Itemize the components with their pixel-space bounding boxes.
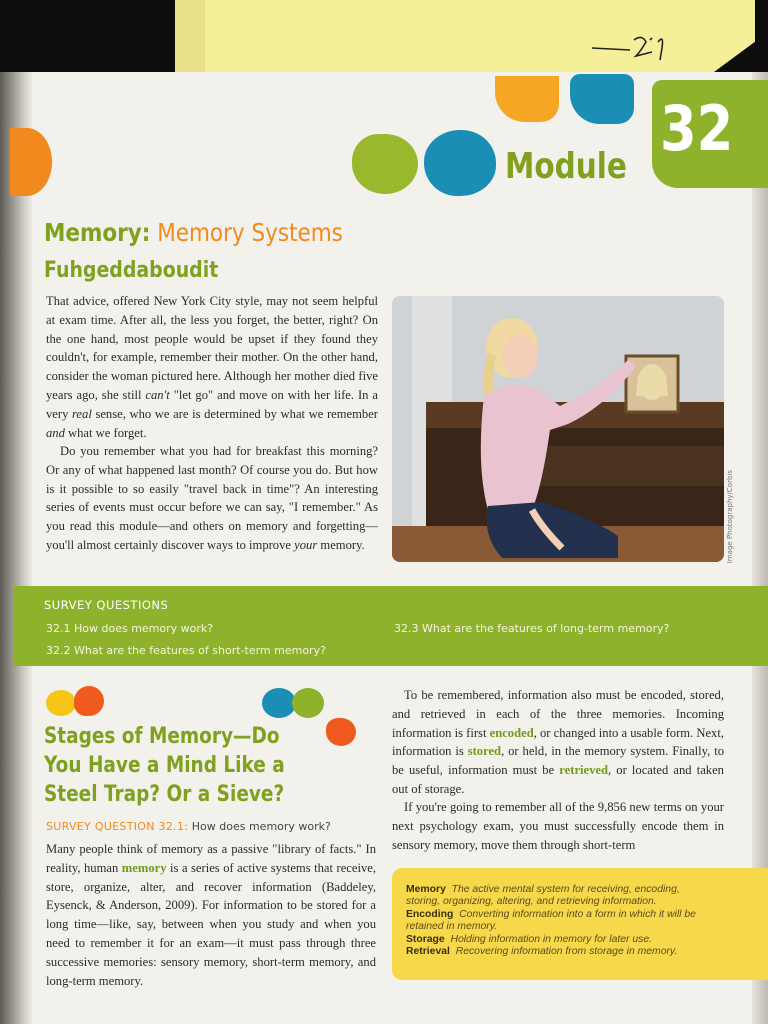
- glossary-entry: Encoding Converting information into a form in which it will be retained in memory.: [406, 908, 696, 933]
- green-blob-decoration: [292, 688, 324, 718]
- photo-illustration: [392, 296, 724, 562]
- photo-credit: Image Photography/Corbis: [726, 470, 734, 564]
- teal-blob-decoration: [262, 688, 296, 718]
- green-blob-decoration: [352, 134, 418, 194]
- intro-paragraph-2: Do you remember what you had for breakfast this morning? Or any of what happened last month? Of course you do. But how is it possible to so easily "travel back in time"? An interesting series of events must occur before we can say, "I remember." As you read this module—and others on memory and forgetting—you'll almost certainly discover ways to improve your memory.: [46, 444, 378, 552]
- stages-paragraph: Many people think of memory as a passive "library of facts." In reality, human memory is a series of active systems that receive, store, organize, alter, and recover information (Baddeley, Eysenck, & Anderson, 2009). For information to be stored for a long time—like, say, between when you study and when you need to remember it for an exam—it must pass through three successive memories: sensory memory, short-term memory, and long-term memory.: [46, 842, 377, 988]
- chapter-title: [44, 218, 343, 247]
- glossary-entry: Memory The active mental system for receiving, encoding, storing, organizing, altering, and retrieving information.: [406, 884, 680, 908]
- module-number: 32: [660, 92, 734, 165]
- glossary-entry: Retrieval Recovering information from storage in memory.: [406, 946, 678, 958]
- woman-with-photo-image: [392, 296, 724, 562]
- survey-question-1: 32.1 How does memory work?: [46, 622, 214, 635]
- survey-question-label: [46, 820, 331, 833]
- teal-blob-decoration: [424, 130, 496, 196]
- sticky-note-edge: [175, 0, 205, 76]
- stages-heading: Stages of Memory—Do You Have a Mind Like a Steel Trap? Or a Sieve?: [44, 724, 285, 807]
- chapter-title-main: Memory:: [44, 218, 151, 247]
- glossary-list: [406, 884, 711, 958]
- key-term-stored: stored: [467, 744, 502, 759]
- encoding-paragraph: To be remembered, information also must be encoded, stored, and retrieved in each of the three memories. Incoming information is first encoded, or changed into a usable form. Next, information is stored, or held, in the memory system. Finally, to be useful, information must be retrieved, or located and taken out of storage.: [392, 688, 725, 796]
- survey-question-2: 32.2 What are the features of short-term memory?: [46, 644, 326, 657]
- survey-question-tag: SURVEY QUESTION 32.1:: [46, 820, 189, 833]
- key-term-memory: memory: [121, 860, 167, 875]
- orange-blob-decoration: [326, 718, 356, 746]
- exam-paragraph: If you're going to remember all of the 9,856 new terms on your next psychology exam, you must successfully encode them in sensory memory, move them through short-term: [392, 800, 724, 852]
- glossary-entry: Storage Holding information in memory for later use.: [406, 933, 653, 945]
- spine-shadow: [0, 72, 32, 1024]
- yellow-blob-decoration: [46, 690, 76, 716]
- handwritten-mark-icon: [590, 26, 680, 66]
- module-label: Module: [505, 146, 627, 187]
- section-title: Fuhgeddaboudit: [44, 258, 219, 283]
- survey-heading: SURVEY QUESTIONS: [44, 598, 169, 612]
- survey-question-3: 32.3 What are the features of long-term memory?: [394, 622, 670, 635]
- orange-blob-decoration: [74, 686, 104, 716]
- key-term-retrieved: retrieved: [559, 763, 609, 778]
- chapter-title-sub: Memory Systems: [157, 218, 343, 247]
- key-term-encoded: encoded: [489, 725, 534, 740]
- survey-question-text: How does memory work?: [191, 820, 331, 833]
- intro-paragraph: That advice, offered New York City style, may not seem helpful at exam time. After all, the less you forget, the better, right? On the one hand, most people would be upset if they found they couldn't, for example, remember their mother. On the other hand, consider the woman pictured here. Although her mother died five years ago, she still can't "let go" and move on with her life. In a very real sense, who we are is determined by what we remember and what we forget.: [46, 294, 379, 440]
- teal-blob-decoration: [570, 74, 634, 124]
